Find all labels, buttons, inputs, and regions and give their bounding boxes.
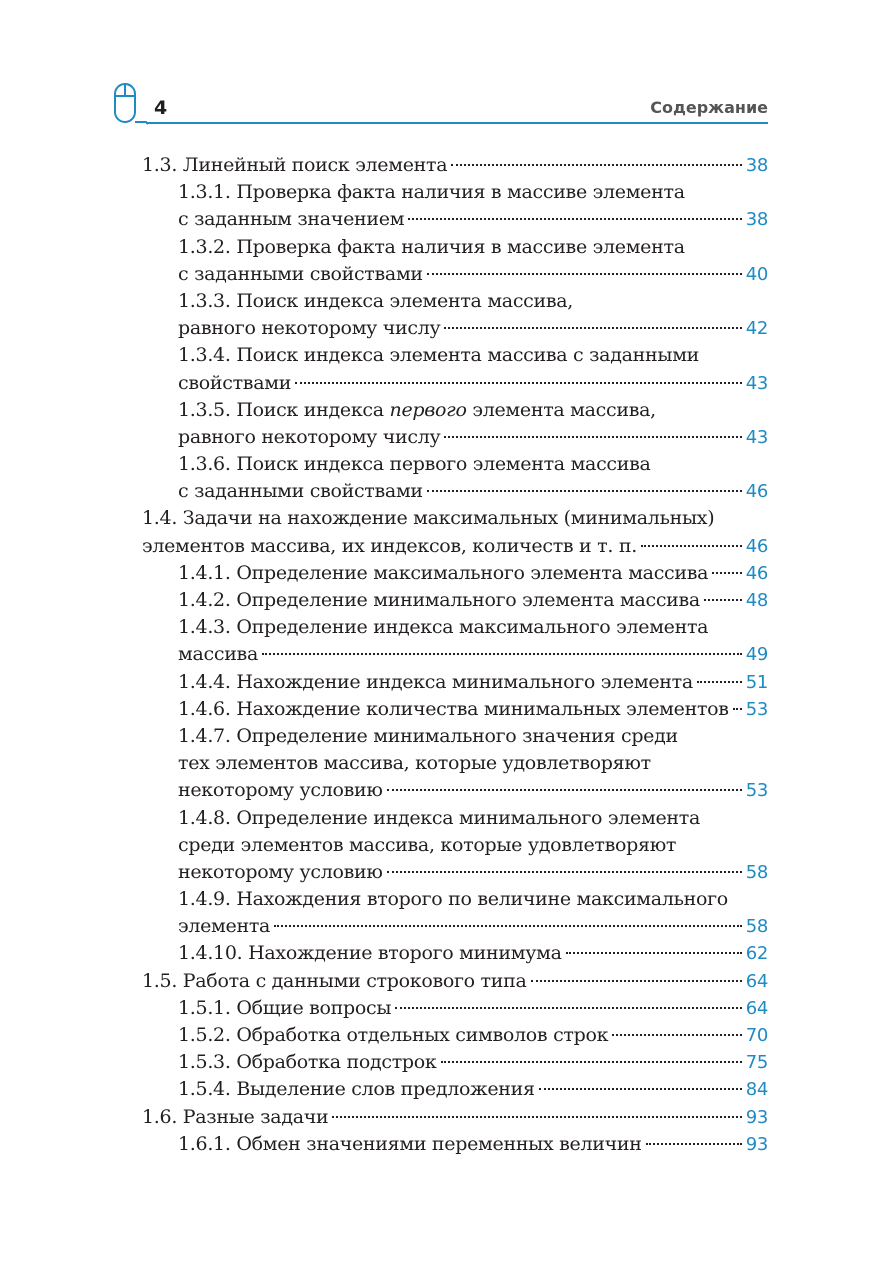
dot-leader [566, 952, 742, 954]
section-title: Содержание [650, 98, 768, 117]
toc-entry[interactable] [142, 1104, 768, 1131]
dot-leader [387, 871, 742, 873]
toc-entry[interactable] [142, 505, 768, 559]
dot-leader [704, 599, 742, 601]
dot-leader [531, 980, 742, 982]
toc-page-number[interactable]: 51 [745, 671, 768, 693]
toc-page-number[interactable]: 53 [745, 698, 768, 720]
toc-page-number[interactable]: 62 [745, 943, 768, 965]
dot-leader [444, 327, 741, 329]
toc-page-number[interactable]: 38 [745, 155, 768, 176]
toc-entry-text: 1.3.2. Проверка факта наличия в массиве элемента [178, 235, 685, 258]
toc-entry-text: свойствами [178, 371, 292, 394]
toc-entry[interactable] [142, 723, 768, 805]
dot-leader [395, 1007, 741, 1009]
dot-leader [646, 1143, 742, 1145]
toc-entry-text: 1.5.2. Обработка отдельных символов строк [178, 1024, 609, 1046]
dot-leader [733, 708, 742, 710]
toc-page-number[interactable]: 70 [745, 1025, 768, 1046]
toc-entry-text: 1.3.6. Поиск индекса первого элемента массива [178, 453, 651, 476]
dot-leader [332, 1116, 741, 1118]
toc-entry[interactable] [142, 288, 768, 342]
toc-entry-text: 1.4.1. Определение максимального элемента массива [178, 561, 709, 584]
dot-leader [441, 1061, 742, 1063]
toc-entry-text: 1.4.10. Нахождение второго минимума [178, 942, 562, 965]
toc-entry-text: элемента [178, 915, 271, 938]
toc-page-number[interactable]: 46 [745, 535, 768, 557]
toc-entry-text: 1.5. Работа с данными строкового типа [142, 969, 527, 992]
toc-entry-text: некоторому условию [178, 860, 383, 883]
toc-entry-text: среди элементов массива, которые удовлетворяют [178, 833, 677, 856]
dot-leader [295, 382, 742, 384]
toc-entry[interactable] [142, 587, 768, 614]
toc-page-number[interactable]: 75 [745, 1052, 768, 1074]
toc-entry-text: тех элементов массива, которые удовлетворяют [178, 752, 651, 775]
toc-page-number[interactable]: 93 [745, 1133, 768, 1155]
toc-page-number[interactable]: 46 [745, 481, 768, 503]
toc-entry-text: равного некоторому числу [178, 425, 441, 448]
toc-page-number[interactable]: 42 [745, 318, 768, 340]
toc-page-number[interactable]: 93 [745, 1106, 768, 1128]
toc-entry-text: 1.5.3. Обработка подстрок [178, 1051, 437, 1074]
toc-entry[interactable] [142, 1131, 768, 1158]
toc-entry-text: с заданными свойствами [178, 262, 423, 285]
toc-entry-text: массива [178, 643, 258, 666]
toc-entry[interactable] [142, 234, 768, 288]
toc-entry-text: некоторому условию [178, 779, 383, 802]
toc-page-number[interactable]: 40 [745, 263, 768, 285]
toc-entry-text: 1.5.1. Общие вопросы [178, 996, 392, 1019]
dot-leader [539, 1088, 742, 1090]
toc-page-number[interactable]: 43 [745, 426, 768, 448]
toc-entry-text: 1.6. Разные задачи [142, 1105, 329, 1128]
toc-entry[interactable] [142, 1076, 768, 1103]
toc-entry[interactable] [142, 995, 768, 1022]
dot-leader [408, 218, 742, 220]
dot-leader [612, 1034, 741, 1036]
computer-mouse-icon [112, 80, 152, 126]
toc-entry[interactable] [142, 968, 768, 995]
toc-entry-text: 1.3.4. Поиск индекса элемента массива с заданными [178, 344, 700, 367]
toc-entry-text: 1.4.7. Определение минимального значения среди [178, 724, 678, 747]
toc-entry-text: 1.3. Линейный поиск элемента [142, 154, 448, 176]
dot-leader [697, 681, 742, 683]
toc-entry-text: 1.3.1. Проверка факта наличия в массиве элемента [178, 181, 685, 204]
toc-entry-text: 1.4.6. Нахождение количества минимальных элементов [178, 697, 729, 720]
toc-page-number[interactable]: 38 [745, 209, 768, 231]
toc-entry-text: 1.3.3. Поиск индекса элемента массива, [178, 289, 574, 312]
page-header [112, 80, 768, 128]
dot-leader [444, 436, 741, 438]
toc-entry[interactable] [142, 560, 768, 587]
page-number: 4 [154, 97, 168, 119]
dot-leader [262, 653, 742, 655]
toc-entry-text: 1.4. Задачи на нахождение максимальных (минимальных) [142, 507, 715, 530]
toc-page-number[interactable]: 58 [745, 861, 768, 883]
dot-leader [641, 545, 742, 547]
toc-entry-text: 1.4.8. Определение индекса минимального элемента [178, 806, 700, 829]
toc-entry[interactable] [142, 152, 768, 179]
toc-page-number[interactable]: 48 [745, 590, 768, 611]
toc-entry[interactable] [142, 886, 768, 940]
toc-page-number[interactable]: 58 [745, 916, 768, 938]
toc-entry[interactable] [142, 1049, 768, 1076]
toc-page-number[interactable]: 43 [745, 372, 768, 394]
toc-entry[interactable] [142, 1022, 768, 1049]
toc-page-number[interactable]: 84 [745, 1079, 768, 1101]
toc-page-number[interactable]: 53 [745, 780, 768, 802]
toc-page-number[interactable]: 64 [745, 970, 768, 992]
toc-entry[interactable] [142, 451, 768, 505]
toc-entry-text: 1.4.3. Определение индекса максимального элемента [178, 616, 709, 639]
toc-entry[interactable] [142, 342, 768, 396]
toc-entry[interactable] [142, 805, 768, 887]
toc-entry[interactable] [142, 669, 768, 696]
dot-leader [427, 273, 742, 275]
toc-entry[interactable] [142, 614, 768, 668]
toc-entry-text: с заданными свойствами [178, 480, 423, 503]
dot-leader [451, 164, 741, 166]
toc-entry[interactable] [142, 696, 768, 723]
toc-entry-text: равного некоторому числу [178, 317, 441, 340]
toc-entry-text: 1.4.2. Определение минимального элемента массива [178, 589, 700, 611]
toc-entry[interactable] [142, 397, 768, 451]
toc-entry[interactable] [142, 940, 768, 967]
dot-leader [712, 572, 742, 574]
toc-entry-text: 1.4.4. Нахождение индекса минимального элемента [178, 670, 693, 693]
toc-entry-text: с заданным значением [178, 208, 405, 231]
toc-entry[interactable] [142, 179, 768, 233]
toc-page-number[interactable]: 49 [745, 644, 768, 666]
dot-leader [387, 789, 742, 791]
table-of-contents [142, 152, 768, 1158]
toc-entry-text: 1.4.9. Нахождения второго по величине максимального [178, 888, 728, 911]
toc-page-number[interactable]: 64 [745, 997, 768, 1019]
toc-entry-text: 1.5.4. Выделение слов предложения [178, 1078, 535, 1101]
toc-entry-text: 1.3.5. Поиск индекса первого элемента массива, [178, 398, 656, 421]
toc-entry-text: 1.6.1. Обмен значениями переменных величин [178, 1132, 642, 1155]
toc-entry-text: элементов массива, их индексов, количеств и т. п. [142, 534, 637, 557]
toc-page-number[interactable]: 46 [745, 562, 768, 584]
dot-leader [427, 490, 742, 492]
header-rule [146, 122, 768, 124]
dot-leader [274, 925, 742, 927]
